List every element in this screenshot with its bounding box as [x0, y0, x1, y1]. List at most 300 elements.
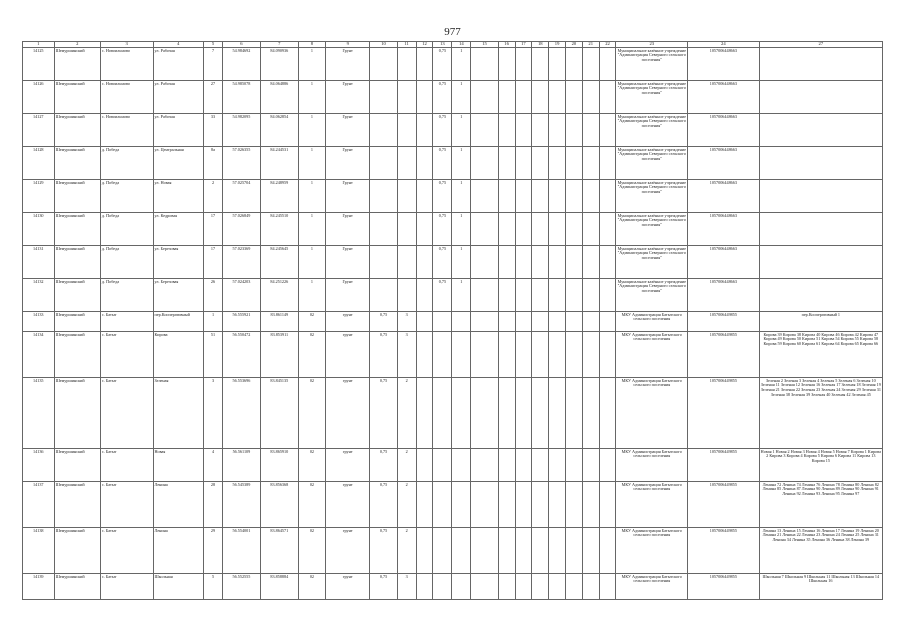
cell-c23: Муниципальное казённое учреждение "Администрация Северного сельского поселения": [616, 246, 688, 279]
cell-empty: [599, 147, 616, 180]
cell-c11: [397, 114, 416, 147]
cell-c9: грунт: [326, 332, 370, 378]
cell-c4: Школьная: [153, 574, 204, 600]
cell-c3: с. Батыт: [100, 482, 153, 528]
cell-c8: 02: [298, 332, 325, 378]
cell-c1: 14136: [23, 449, 55, 482]
cell-c23: Муниципальное казённое учреждение "Администрация Северного сельского поселения": [616, 213, 688, 246]
cell-empty: [471, 378, 498, 449]
cell-empty: [532, 449, 549, 482]
cell-c1: 14137: [23, 482, 55, 528]
cell-c8: 1: [298, 213, 325, 246]
cell-c8: 02: [298, 449, 325, 482]
cell-empty: [549, 81, 566, 114]
cell-c7: 83.864571: [260, 528, 298, 574]
cell-c1: 14129: [23, 180, 55, 213]
cell-c7: 83.853911: [260, 332, 298, 378]
cell-c13: [433, 574, 452, 600]
registry-table: [22, 41, 883, 600]
cell-empty: [515, 332, 532, 378]
cell-empty: [549, 332, 566, 378]
cell-c6: 57.024203: [222, 279, 260, 312]
cell-c10: [370, 81, 397, 114]
cell-c23: МКУ Администрация Батытского сельского поселения: [616, 449, 688, 482]
cell-empty: [498, 574, 515, 600]
cell-empty: [498, 378, 515, 449]
cell-c9: грунт: [326, 449, 370, 482]
cell-c27: [759, 81, 882, 114]
cell-c14: [452, 312, 471, 332]
cell-empty: [515, 48, 532, 81]
cell-c11: [397, 246, 416, 279]
cell-c27: [759, 246, 882, 279]
table-row: [23, 332, 883, 378]
cell-c7: 84.245645: [260, 246, 298, 279]
header-cell: 23: [616, 42, 688, 48]
cell-c2: Шемуршинский: [54, 48, 100, 81]
cell-empty: [515, 378, 532, 449]
cell-c12: [416, 246, 433, 279]
cell-empty: [532, 213, 549, 246]
cell-empty: [565, 279, 582, 312]
cell-empty: [498, 312, 515, 332]
table-row: [23, 180, 883, 213]
cell-c11: 2: [397, 482, 416, 528]
cell-c1: 14128: [23, 147, 55, 180]
cell-c2: Шемуршинский: [54, 528, 100, 574]
cell-c11: 2: [397, 378, 416, 449]
cell-empty: [599, 48, 616, 81]
cell-empty: [549, 180, 566, 213]
header-cell: 6: [222, 42, 260, 48]
cell-empty: [565, 482, 582, 528]
cell-c13: 0,75: [433, 279, 452, 312]
cell-empty: [532, 312, 549, 332]
cell-c7: 83.861149: [260, 312, 298, 332]
cell-c2: Шемуршинский: [54, 574, 100, 600]
cell-c10: [370, 213, 397, 246]
cell-c11: 2: [397, 528, 416, 574]
cell-c9: Грунт: [326, 180, 370, 213]
cell-empty: [532, 574, 549, 600]
cell-empty: [515, 213, 532, 246]
cell-empty: [471, 114, 498, 147]
cell-empty: [471, 312, 498, 332]
header-cell: 10: [370, 42, 397, 48]
cell-empty: [532, 378, 549, 449]
cell-empty: [549, 48, 566, 81]
cell-empty: [565, 213, 582, 246]
cell-c23: МКУ Администрация Батытского сельского поселения: [616, 574, 688, 600]
cell-c14: [452, 449, 471, 482]
cell-empty: [471, 180, 498, 213]
cell-c27: [759, 114, 882, 147]
cell-c13: [433, 528, 452, 574]
cell-c1: 14126: [23, 81, 55, 114]
cell-empty: [565, 246, 582, 279]
cell-empty: [515, 279, 532, 312]
cell-empty: [565, 114, 582, 147]
cell-c3: с. Батыт: [100, 449, 153, 482]
cell-c9: Грунт: [326, 246, 370, 279]
cell-c2: Шемуршинский: [54, 279, 100, 312]
cell-empty: [532, 81, 549, 114]
cell-empty: [549, 279, 566, 312]
cell-c24: 1057006449855: [688, 312, 760, 332]
cell-empty: [565, 312, 582, 332]
cell-empty: [471, 279, 498, 312]
cell-empty: [565, 574, 582, 600]
cell-c5: 2: [204, 180, 223, 213]
header-cell: 22: [599, 42, 616, 48]
cell-c1: 14132: [23, 279, 55, 312]
cell-c27: [759, 48, 882, 81]
cell-c24: 1057006449855: [688, 482, 760, 528]
cell-c14: [452, 332, 471, 378]
cell-c8: 02: [298, 482, 325, 528]
header-cell: 11: [397, 42, 416, 48]
cell-empty: [549, 147, 566, 180]
cell-c4: ул. Центральная: [153, 147, 204, 180]
cell-empty: [532, 180, 549, 213]
page-number: 977: [444, 26, 461, 38]
cell-empty: [582, 246, 599, 279]
cell-c3: с. Батыт: [100, 332, 153, 378]
cell-c24: 1057006449855: [688, 528, 760, 574]
cell-c11: [397, 213, 416, 246]
cell-empty: [599, 180, 616, 213]
cell-empty: [471, 48, 498, 81]
table-row: [23, 48, 883, 81]
cell-c7: 84.248959: [260, 180, 298, 213]
cell-c12: [416, 378, 433, 449]
cell-c1: 14138: [23, 528, 55, 574]
cell-c7: 84.090936: [260, 48, 298, 81]
cell-empty: [498, 528, 515, 574]
cell-c27: [759, 213, 882, 246]
cell-empty: [582, 213, 599, 246]
cell-c1: 14133: [23, 312, 55, 332]
cell-empty: [498, 246, 515, 279]
cell-empty: [549, 528, 566, 574]
cell-c27: пер.Кооперативный 1: [759, 312, 882, 332]
cell-c12: [416, 81, 433, 114]
cell-empty: [549, 574, 566, 600]
header-cell: 4: [153, 42, 204, 48]
cell-c10: [370, 114, 397, 147]
cell-c14: 1: [452, 213, 471, 246]
cell-empty: [599, 279, 616, 312]
cell-c14: [452, 528, 471, 574]
cell-c4: Кирова: [153, 332, 204, 378]
cell-c9: Грунт: [326, 147, 370, 180]
cell-empty: [565, 180, 582, 213]
cell-c9: Грунт: [326, 213, 370, 246]
cell-c6: 56.561109: [222, 449, 260, 482]
cell-c12: [416, 147, 433, 180]
cell-c14: [452, 482, 471, 528]
cell-empty: [498, 279, 515, 312]
cell-c5: 3: [204, 378, 223, 449]
cell-empty: [471, 528, 498, 574]
cell-c12: [416, 114, 433, 147]
cell-c7: 84.251226: [260, 279, 298, 312]
cell-c27: Новая 1 Новая 2 Новая 3 Новая 4 Новая 5 Новая 7 Кирова 1 Кирова 2 Кирова 3 Кирова 4 Кирова 5 Кирова 6 Кирова 11 Кирова 13 Кирова 15: [759, 449, 882, 482]
cell-c10: 0,75: [370, 378, 397, 449]
cell-empty: [565, 48, 582, 81]
cell-empty: [532, 332, 549, 378]
cell-c8: 02: [298, 528, 325, 574]
cell-c24: 1057006449855: [688, 574, 760, 600]
cell-empty: [471, 246, 498, 279]
cell-c6: 54.984692: [222, 48, 260, 81]
cell-empty: [515, 180, 532, 213]
cell-c5: 17: [204, 213, 223, 246]
cell-c11: [397, 180, 416, 213]
cell-c7: 84.062854: [260, 114, 298, 147]
cell-c13: 0,75: [433, 213, 452, 246]
table-row: [23, 279, 883, 312]
cell-c6: 56.552555: [222, 574, 260, 600]
cell-empty: [471, 574, 498, 600]
cell-c7: 84.244531: [260, 147, 298, 180]
cell-empty: [515, 246, 532, 279]
cell-c23: Муниципальное казённое учреждение "Администрация Северного сельского поселения": [616, 279, 688, 312]
cell-empty: [582, 528, 599, 574]
cell-c9: грунт: [326, 378, 370, 449]
cell-c3: с. Новоильмово: [100, 114, 153, 147]
cell-empty: [582, 147, 599, 180]
header-cell: 19: [549, 42, 566, 48]
cell-empty: [582, 312, 599, 332]
cell-c13: [433, 312, 452, 332]
cell-empty: [498, 213, 515, 246]
table-row: [23, 213, 883, 246]
cell-c8: 1: [298, 147, 325, 180]
cell-empty: [471, 449, 498, 482]
cell-c13: [433, 378, 452, 449]
cell-empty: [532, 482, 549, 528]
cell-c23: МКУ Администрация Батытского сельского поселения: [616, 378, 688, 449]
cell-empty: [549, 482, 566, 528]
table-row: [23, 312, 883, 332]
cell-c3: с. Батыт: [100, 378, 153, 449]
cell-c24: 1057006448663: [688, 48, 760, 81]
cell-c5: 17: [204, 246, 223, 279]
cell-c12: [416, 213, 433, 246]
cell-c6: 56.553696: [222, 378, 260, 449]
cell-c7: 83.845135: [260, 378, 298, 449]
cell-empty: [471, 213, 498, 246]
cell-c24: 1057006448663: [688, 147, 760, 180]
cell-empty: [599, 114, 616, 147]
header-cell: 15: [471, 42, 498, 48]
cell-c12: [416, 528, 433, 574]
cell-c13: [433, 332, 452, 378]
cell-c1: 14127: [23, 114, 55, 147]
cell-empty: [498, 48, 515, 81]
cell-c14: 1: [452, 279, 471, 312]
cell-empty: [599, 528, 616, 574]
table-row: [23, 81, 883, 114]
cell-c10: [370, 246, 397, 279]
cell-empty: [498, 482, 515, 528]
header-cell: 20: [565, 42, 582, 48]
cell-empty: [599, 449, 616, 482]
cell-c4: Ленина: [153, 528, 204, 574]
cell-c24: 1057006448663: [688, 213, 760, 246]
cell-c6: 57.023369: [222, 246, 260, 279]
table-row: [23, 246, 883, 279]
cell-c23: МКУ Администрация Батытского сельского поселения: [616, 528, 688, 574]
header-cell: 3: [100, 42, 153, 48]
cell-empty: [532, 48, 549, 81]
cell-empty: [532, 279, 549, 312]
cell-empty: [582, 279, 599, 312]
cell-c13: 0,75: [433, 147, 452, 180]
cell-empty: [515, 147, 532, 180]
cell-c6: 54.982095: [222, 114, 260, 147]
cell-c5: 28: [204, 482, 223, 528]
cell-empty: [582, 574, 599, 600]
cell-c23: МКУ Администрация Батытского сельского поселения: [616, 312, 688, 332]
cell-c3: д. Победа: [100, 246, 153, 279]
table-row: [23, 528, 883, 574]
cell-empty: [565, 378, 582, 449]
cell-c2: Шемуршинский: [54, 114, 100, 147]
cell-c8: 02: [298, 378, 325, 449]
cell-c14: [452, 574, 471, 600]
cell-empty: [582, 114, 599, 147]
cell-c9: грунт: [326, 574, 370, 600]
cell-c24: 1057006448663: [688, 180, 760, 213]
cell-c5: 8а: [204, 147, 223, 180]
cell-c1: 14135: [23, 378, 55, 449]
cell-c24: 1057006449855: [688, 449, 760, 482]
header-cell: 9: [326, 42, 370, 48]
cell-c1: 14130: [23, 213, 55, 246]
cell-c11: 3: [397, 574, 416, 600]
cell-c8: 1: [298, 81, 325, 114]
cell-c27: [759, 180, 882, 213]
cell-c10: [370, 180, 397, 213]
cell-c24: 1057006448663: [688, 81, 760, 114]
header-cell: 7: [260, 42, 298, 48]
cell-empty: [498, 114, 515, 147]
cell-c4: ул. Новая: [153, 180, 204, 213]
cell-c12: [416, 482, 433, 528]
cell-c13: 0,75: [433, 246, 452, 279]
cell-c1: 14131: [23, 246, 55, 279]
cell-c12: [416, 332, 433, 378]
cell-c2: Шемуршинский: [54, 180, 100, 213]
cell-c7: 84.245510: [260, 213, 298, 246]
cell-c27: [759, 279, 882, 312]
cell-empty: [498, 147, 515, 180]
cell-empty: [498, 332, 515, 378]
cell-c8: 1: [298, 246, 325, 279]
cell-c14: 1: [452, 81, 471, 114]
cell-empty: [532, 114, 549, 147]
cell-empty: [471, 482, 498, 528]
cell-c14: [452, 378, 471, 449]
header-cell: 17: [515, 42, 532, 48]
cell-c6: 57.026355: [222, 147, 260, 180]
cell-empty: [549, 213, 566, 246]
cell-c7: 83.858884: [260, 574, 298, 600]
cell-c2: Шемуршинский: [54, 312, 100, 332]
header-cell: 8: [298, 42, 325, 48]
cell-c2: Шемуршинский: [54, 81, 100, 114]
cell-c3: д. Победа: [100, 180, 153, 213]
cell-c6: 54.985078: [222, 81, 260, 114]
cell-c9: Грунт: [326, 114, 370, 147]
cell-c5: 26: [204, 279, 223, 312]
cell-c23: Муниципальное казённое учреждение "Администрация Северного сельского поселения": [616, 114, 688, 147]
cell-c7: 84.064886: [260, 81, 298, 114]
cell-empty: [532, 246, 549, 279]
cell-c14: 1: [452, 48, 471, 81]
cell-empty: [498, 449, 515, 482]
cell-c4: Ленина: [153, 482, 204, 528]
cell-c2: Шемуршинский: [54, 378, 100, 449]
cell-c23: Муниципальное казённое учреждение "Администрация Северного сельского поселения": [616, 48, 688, 81]
cell-c6: 56.550472: [222, 332, 260, 378]
cell-empty: [498, 180, 515, 213]
cell-c14: 1: [452, 246, 471, 279]
cell-c12: [416, 180, 433, 213]
cell-c8: 02: [298, 574, 325, 600]
cell-c4: Зеленая: [153, 378, 204, 449]
cell-c14: 1: [452, 180, 471, 213]
cell-c27: Ленина 13 Ленина 15 Ленина 16 Ленина 17 Ленина 19 Ленина 20 Ленина 21 Ленина 22 Ленина 23 Ленина 24 Ленина 25 Ленина 31 Ленина 34 Ленина 35 Ленина 36 Ленина 38 Ленина 39: [759, 528, 882, 574]
cell-c12: [416, 449, 433, 482]
cell-c8: 02: [298, 312, 325, 332]
cell-c8: 1: [298, 48, 325, 81]
header-cell: 27: [759, 42, 882, 48]
cell-c4: ул. Кедровая: [153, 213, 204, 246]
cell-empty: [582, 482, 599, 528]
cell-c1: 14139: [23, 574, 55, 600]
cell-empty: [498, 81, 515, 114]
cell-c6: 57.025704: [222, 180, 260, 213]
cell-empty: [565, 147, 582, 180]
header-cell: 5: [204, 42, 223, 48]
table-row: [23, 574, 883, 600]
header-cell: 24: [688, 42, 760, 48]
cell-c13: [433, 449, 452, 482]
cell-c5: 4: [204, 449, 223, 482]
cell-c2: Шемуршинский: [54, 449, 100, 482]
cell-c3: д. Победа: [100, 213, 153, 246]
cell-c9: грунт: [326, 482, 370, 528]
cell-c11: 3: [397, 332, 416, 378]
cell-empty: [471, 332, 498, 378]
header-cell: 18: [532, 42, 549, 48]
cell-c3: с. Новоильмово: [100, 48, 153, 81]
table-row: [23, 482, 883, 528]
cell-c5: 5: [204, 574, 223, 600]
cell-c4: ул. Рабочая: [153, 48, 204, 81]
cell-c2: Шемуршинский: [54, 482, 100, 528]
cell-empty: [582, 81, 599, 114]
cell-empty: [599, 312, 616, 332]
cell-c14: 1: [452, 147, 471, 180]
cell-c10: 0,75: [370, 332, 397, 378]
cell-empty: [599, 213, 616, 246]
cell-empty: [515, 312, 532, 332]
cell-c9: Грунт: [326, 279, 370, 312]
